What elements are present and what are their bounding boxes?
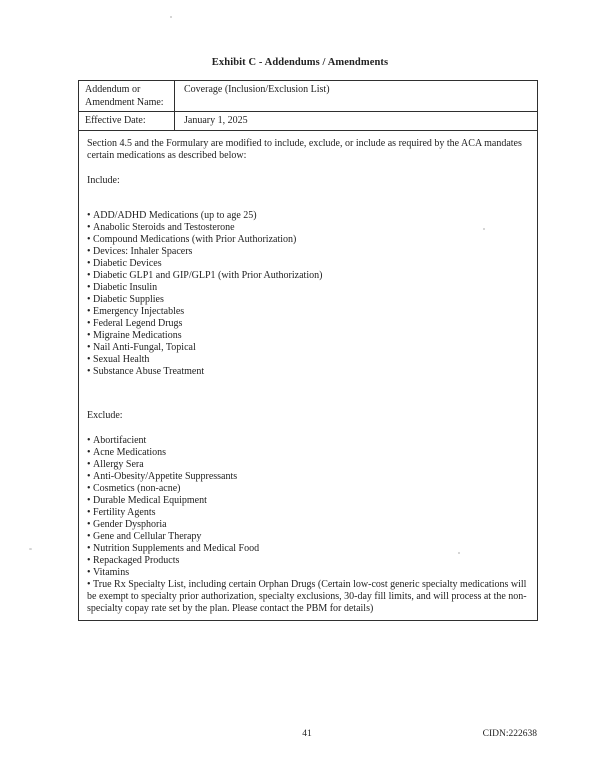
include-section-label: Include: bbox=[87, 174, 120, 186]
list-item: • Nail Anti-Fungal, Topical bbox=[87, 342, 528, 354]
include-list bbox=[87, 210, 528, 378]
list-item: • Migraine Medications bbox=[87, 330, 528, 342]
list-item: • Compound Medications (with Prior Authorization) bbox=[87, 234, 528, 246]
list-item: • Anti-Obesity/Appetite Suppressants bbox=[87, 471, 528, 483]
list-item: • Fertility Agents bbox=[87, 507, 528, 519]
document-id: CIDN:222638 bbox=[482, 729, 537, 739]
list-item: • Federal Legend Drugs bbox=[87, 318, 528, 330]
scan-speck bbox=[483, 228, 485, 230]
list-item: • Abortifacient bbox=[87, 435, 528, 447]
addendum-table bbox=[78, 80, 538, 621]
list-item: • Substance Abuse Treatment bbox=[87, 366, 528, 378]
list-item: • Anabolic Steroids and Testosterone bbox=[87, 222, 528, 234]
scan-speck bbox=[458, 552, 460, 554]
list-item: • Repackaged Products bbox=[87, 555, 528, 567]
list-item: • Acne Medications bbox=[87, 447, 528, 459]
list-item: • Cosmetics (non-acne) bbox=[87, 483, 528, 495]
amendment-body bbox=[79, 131, 537, 620]
list-item: • Gender Dysphoria bbox=[87, 519, 528, 531]
list-item: • Sexual Health bbox=[87, 354, 528, 366]
amendment-name-label: Addendum or Amendment Name: bbox=[79, 81, 175, 111]
list-item: • Diabetic Insulin bbox=[87, 282, 528, 294]
list-item: • Emergency Injectables bbox=[87, 306, 528, 318]
list-item: • True Rx Specialty List, including certain Orphan Drugs (Certain low-cost generic specialty medications will be exempt to specialty prior authorization, specialty exclusions, 30-day fill limits, and will process at the non-specialty copay rate set by the plan. Please contact the PBM for details) bbox=[87, 579, 528, 615]
list-item: • Devices: Inhaler Spacers bbox=[87, 246, 528, 258]
list-item: • Gene and Cellular Therapy bbox=[87, 531, 528, 543]
amendment-name-value: Coverage (Inclusion/Exclusion List) bbox=[184, 84, 330, 95]
table-row-amendment-name bbox=[79, 81, 537, 112]
list-item: • Diabetic Devices bbox=[87, 258, 528, 270]
list-item: • Diabetic Supplies bbox=[87, 294, 528, 306]
effective-date-value: January 1, 2025 bbox=[184, 115, 248, 126]
list-item: • ADD/ADHD Medications (up to age 25) bbox=[87, 210, 528, 222]
page-number: 41 bbox=[302, 729, 312, 739]
list-item: • Nutrition Supplements and Medical Food bbox=[87, 543, 528, 555]
list-item: • Allergy Sera bbox=[87, 459, 528, 471]
list-item: • Vitamins bbox=[87, 567, 528, 579]
list-item: • Durable Medical Equipment bbox=[87, 495, 528, 507]
exclude-list bbox=[87, 435, 528, 615]
scan-speck bbox=[170, 16, 172, 18]
scan-speck bbox=[29, 548, 32, 550]
page-title: Exhibit C - Addendums / Amendments bbox=[211, 57, 389, 68]
table-row-effective-date bbox=[79, 112, 537, 131]
effective-date-label: Effective Date: bbox=[79, 112, 175, 130]
exclude-section-label: Exclude: bbox=[87, 409, 123, 421]
intro-paragraph: Section 4.5 and the Formulary are modified to include, exclude, or include as required by the ACA mandates certain medications as described below: bbox=[87, 137, 522, 161]
list-item: • Diabetic GLP1 and GIP/GLP1 (with Prior Authorization) bbox=[87, 270, 528, 282]
